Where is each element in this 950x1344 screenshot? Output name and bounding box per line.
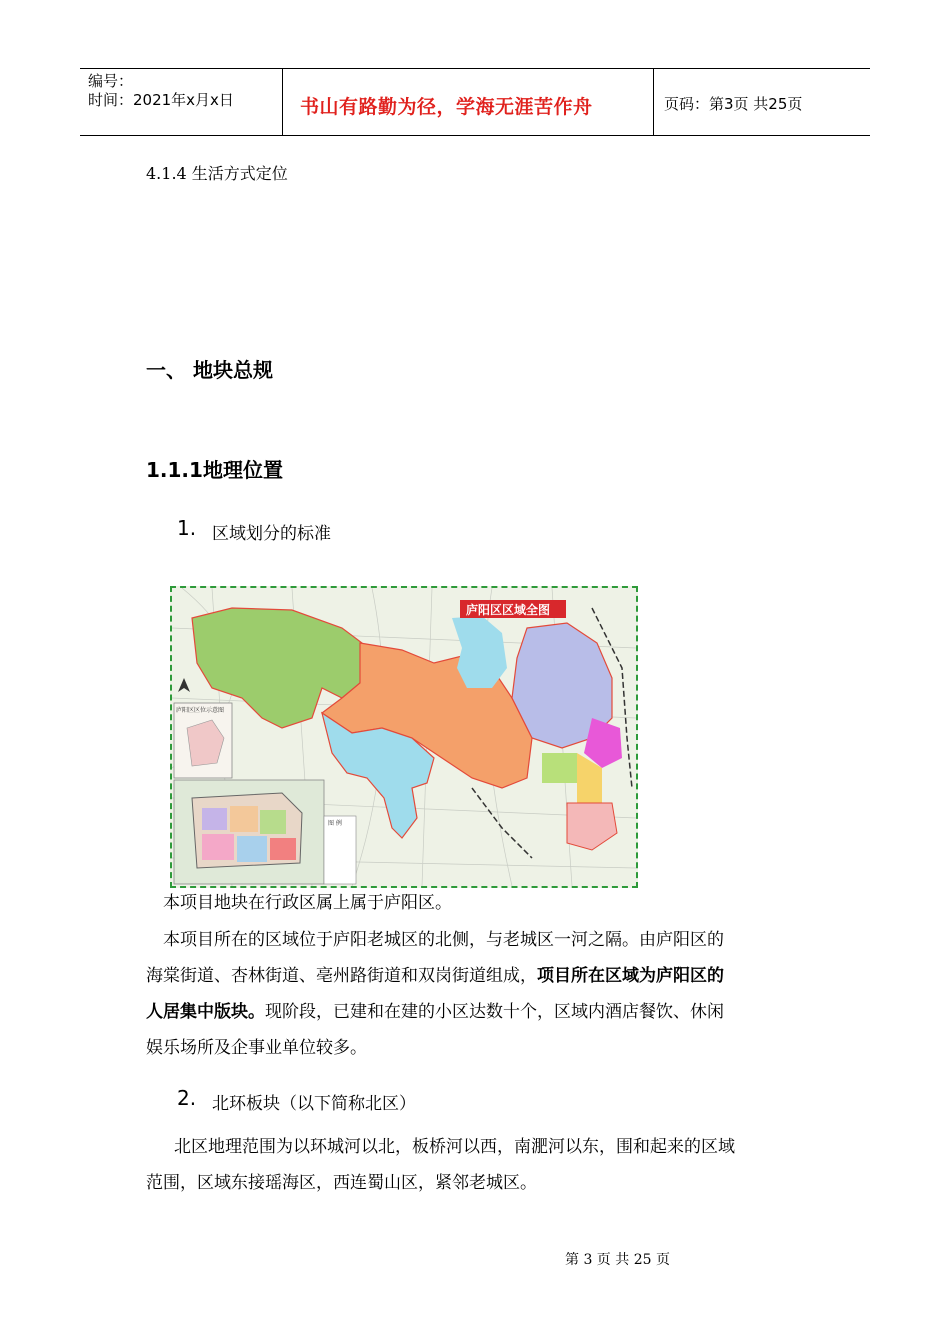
paragraph-2-line-2: 范围，区域东接瑶海区，西连蜀山区，紧邻老城区。 — [146, 1173, 537, 1193]
paragraph-1-line-3-bold: 人居集中版块。 — [146, 1002, 265, 1022]
paragraph-1-line-2 — [146, 966, 724, 986]
paragraph-2-line-1: 北区地理范围为以环城河以北，板桥河以西，南淝河以东，围和起来的区域 — [174, 1137, 735, 1157]
district-map-graphic — [172, 588, 636, 886]
list-item-2-text: 北环板块（以下简称北区） — [212, 1094, 416, 1114]
header-code-label: 编号： — [88, 72, 134, 90]
detail-block-a — [202, 808, 227, 830]
header-top-rule — [80, 68, 870, 69]
list-item-1-text: 区域划分的标准 — [212, 524, 331, 544]
map-title: 庐阳区区域全图 — [466, 603, 551, 617]
paragraph-1-line-2-bold: 项目所在区域为庐阳区的 — [537, 966, 724, 986]
paragraph-1-line-2-plain: 海棠街道、杏林街道、亳州路街道和双岗街道组成， — [146, 966, 537, 986]
section-4-1-4: 4.1.4 生活方式定位 — [146, 164, 288, 183]
list-item-2-number: 2. — [177, 1086, 197, 1110]
heading-geo-location: 1.1.1地理位置 — [146, 458, 283, 482]
district-map — [170, 586, 638, 888]
paragraph-1-line-3-plain: 现阶段，已建和在建的小区达数十个，区域内酒店餐饮、休闲 — [265, 1002, 724, 1022]
header-date-label: 时间：2021年x月x日 — [88, 91, 234, 109]
paragraph-1-line-3 — [146, 1002, 724, 1022]
detail-block-e — [237, 836, 267, 862]
detail-block-c — [260, 810, 286, 834]
detail-block-d — [202, 834, 234, 860]
detail-block-b — [230, 806, 258, 832]
map-inset-title: 庐阳区区位示意图 — [176, 707, 225, 714]
map-legend-title: 图 例 — [328, 820, 342, 827]
header-divider-2 — [653, 68, 654, 136]
header-page-label: 页码：第3页 共25页 — [664, 95, 803, 113]
old-city-block — [567, 803, 617, 850]
north-arrow-icon — [178, 678, 190, 692]
paragraph-1-line-1: 本项目所在的区域位于庐阳老城区的北侧，与老城区一河之隔。由庐阳区的 — [163, 930, 724, 950]
map-caption: 本项目地块在行政区属上属于庐阳区。 — [163, 893, 452, 913]
list-item-1-number: 1. — [177, 516, 197, 540]
header-motto: 书山有路勤为径，学海无涯苦作舟 — [300, 96, 593, 118]
district-block-1 — [542, 753, 577, 783]
header-bottom-rule — [80, 135, 870, 136]
footer-page-number: 第 3 页 共 25 页 — [565, 1252, 670, 1268]
paragraph-1-line-4: 娱乐场所及企事业单位较多。 — [146, 1038, 367, 1058]
header-divider-1 — [282, 68, 283, 136]
heading-land-plan: 一、 地块总规 — [146, 358, 273, 382]
detail-block-f — [270, 838, 296, 860]
